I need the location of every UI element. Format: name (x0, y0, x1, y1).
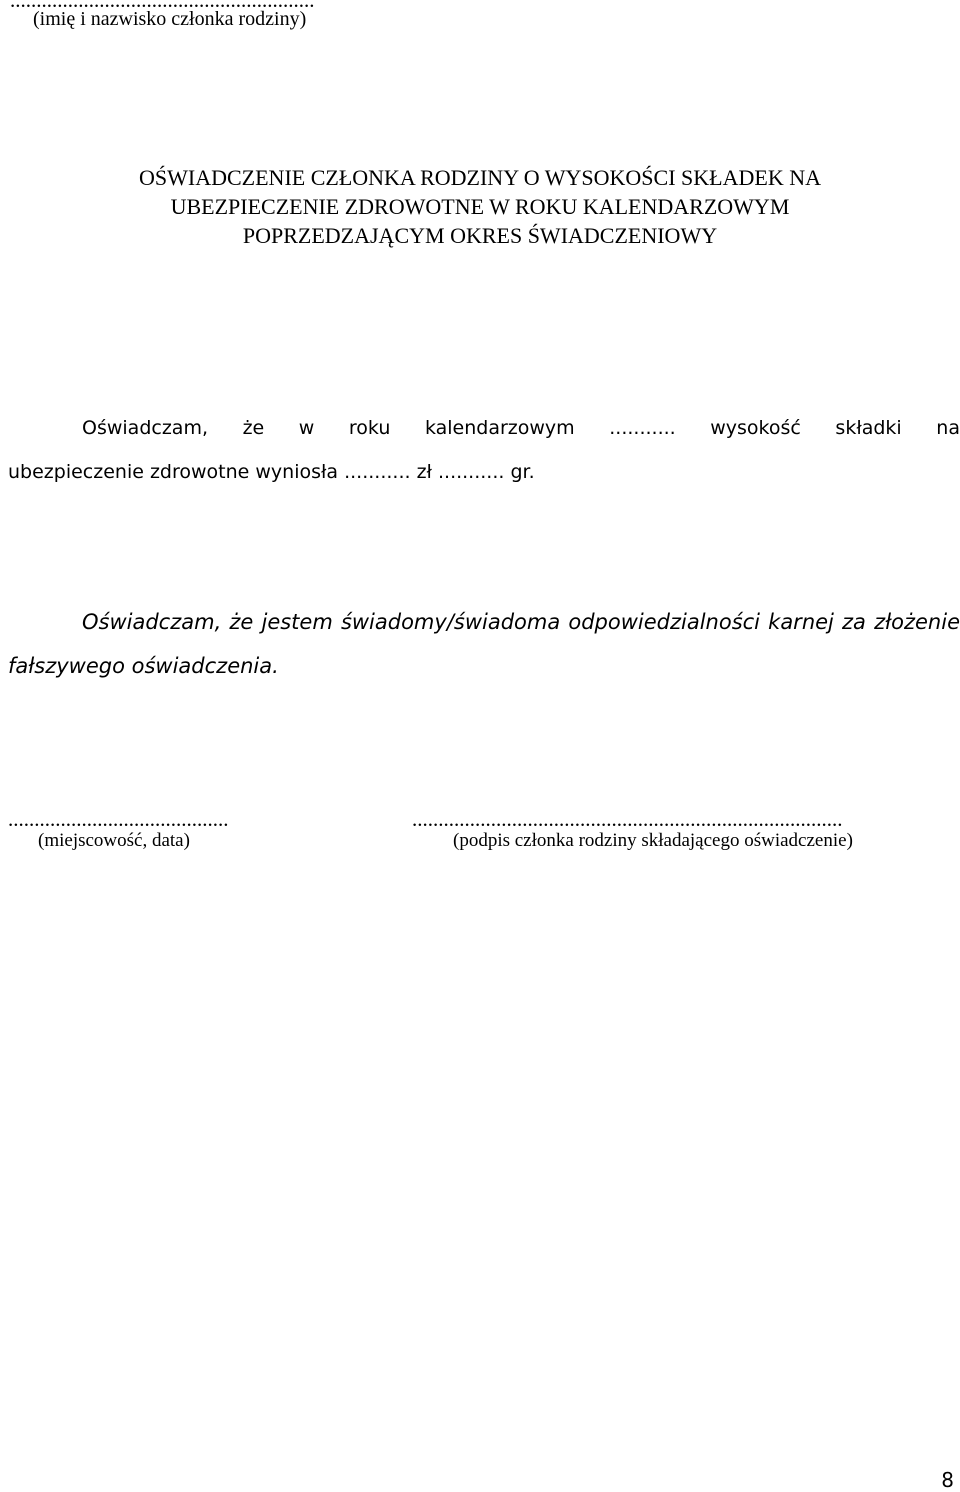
liability-statement-line-1 (8, 600, 960, 644)
liability-statement (8, 600, 960, 688)
signature-dotted-line: .................................................................................. (412, 807, 843, 831)
title-line-3: POPRZEDZAJĄCYM OKRES ŚWIADCZENIOWY (242, 223, 718, 248)
word: karnej (768, 610, 834, 634)
page-number: 8 (941, 1468, 954, 1492)
liability-statement-line-2: fałszywego oświadczenia. (8, 654, 279, 678)
signature-caption: (podpis członka rodziny składającego oświadczenie) (453, 830, 853, 851)
title-line-2: UBEZPIECZENIE ZDROWOTNE W ROKU KALENDARZOWYM (170, 194, 790, 219)
contribution-statement-line-2: ubezpieczenie zdrowotne wyniosła ........... zł ........... gr. (8, 461, 535, 483)
word: za (842, 610, 866, 634)
word: że (229, 610, 254, 634)
year-blank: ........... (609, 417, 676, 439)
title-line-1: OŚWIADCZENIE CZŁONKA RODZINY O WYSOKOŚCI SKŁADEK NA (139, 165, 821, 190)
word: wysokość (710, 417, 801, 439)
place-date-caption: (miejscowość, data) (38, 830, 190, 851)
document-title (0, 163, 960, 250)
place-date-dotted-line: .......................................... (8, 807, 229, 831)
name-dotted-line: .......................................................... (10, 0, 315, 12)
contribution-statement (8, 406, 960, 494)
word: jestem (261, 610, 333, 634)
word: że (242, 417, 265, 439)
word: złożenie (874, 610, 960, 634)
word: kalendarzowym (424, 417, 575, 439)
contribution-statement-line-1 (8, 406, 960, 450)
word: Oświadczam, (82, 417, 208, 439)
name-caption: (imię i nazwisko członka rodziny) (33, 8, 307, 30)
word: składki (835, 417, 902, 439)
word: odpowiedzialności (568, 610, 761, 634)
word: na (936, 417, 960, 439)
word: świadomy/świadoma (340, 610, 561, 634)
word: roku (348, 417, 391, 439)
word: w (298, 417, 315, 439)
word: Oświadczam, (82, 610, 222, 634)
